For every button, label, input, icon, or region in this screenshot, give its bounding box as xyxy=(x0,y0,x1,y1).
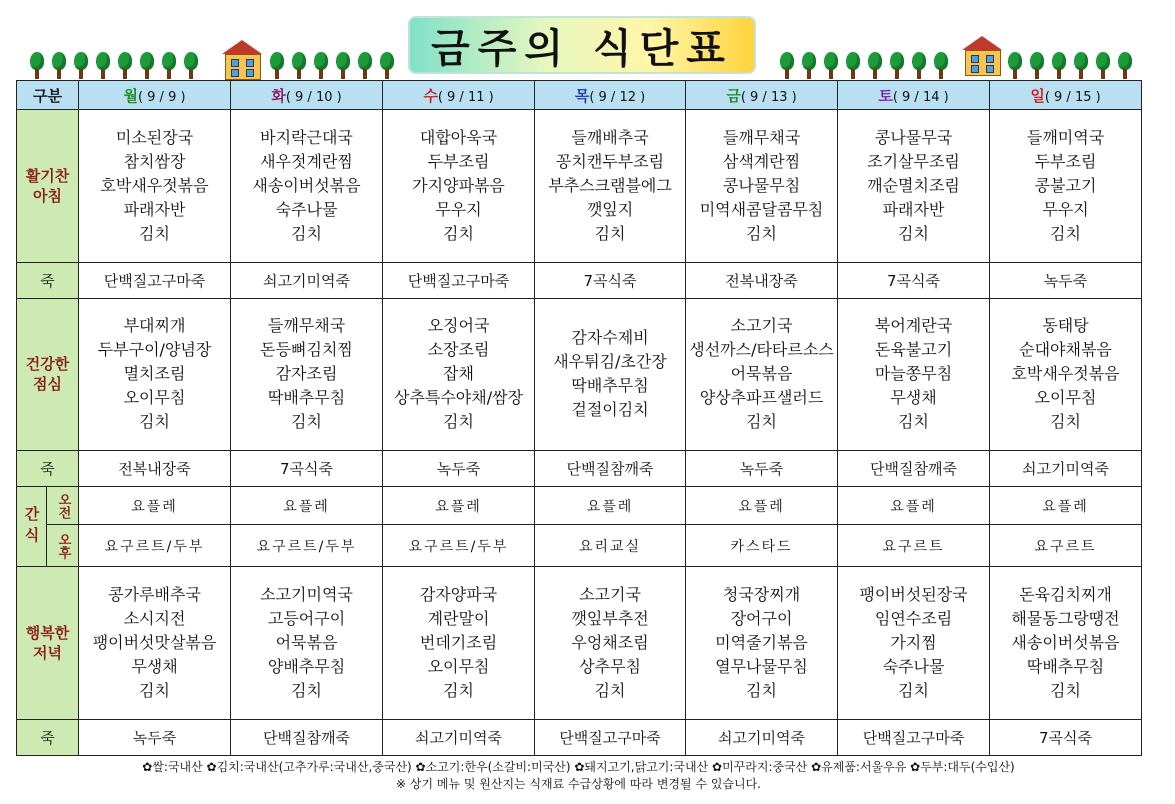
menu-item: 새우튀김/초간장 xyxy=(553,352,667,372)
lunch-menu-cell xyxy=(231,298,383,450)
breakfast-label xyxy=(17,110,79,262)
menu-item: 김치 xyxy=(443,412,474,432)
tree-icon xyxy=(1052,52,1066,80)
snack-pm-row xyxy=(17,525,1142,567)
snack-am-item: 요플레 xyxy=(686,487,838,525)
menu-item: 멸치조림 xyxy=(123,364,186,384)
menu-item: 두부조림 xyxy=(1034,151,1097,171)
tree-icon xyxy=(336,52,350,80)
lunch-porridge-label: 죽 xyxy=(17,451,79,487)
menu-item: 돈육김치찌개 xyxy=(1019,585,1112,605)
menu-item: 꽁치캔두부조림 xyxy=(555,151,665,171)
menu-item: 우엉채조림 xyxy=(571,633,649,653)
menu-item: 부추스크램블에그 xyxy=(548,175,672,195)
tree-icon xyxy=(96,52,110,80)
house-icon xyxy=(962,36,1002,76)
porridge-item: 녹두죽 xyxy=(990,262,1142,298)
menu-item: 소고기국 xyxy=(579,585,641,605)
menu-item: 해물동그랑땡전 xyxy=(1011,609,1120,629)
tree-icon xyxy=(846,52,860,80)
menu-item: 팽이버섯된장국 xyxy=(859,585,968,605)
menu-item: 생선까스/타타르소스 xyxy=(689,340,834,360)
dinner-label-line2: 저녁 xyxy=(33,644,62,663)
tree-icon xyxy=(314,52,328,80)
menu-item: 부대찌개 xyxy=(123,316,186,336)
tree-icon xyxy=(802,52,816,80)
menu-item: 장어구이 xyxy=(730,609,793,629)
menu-item: 숙주나물 xyxy=(275,199,338,219)
menu-item: 김치 xyxy=(443,223,474,243)
menu-item: 김치 xyxy=(746,681,777,701)
menu-item: 들깨무채국 xyxy=(267,316,346,336)
porridge-item: 녹두죽 xyxy=(383,451,535,487)
tree-icon xyxy=(162,52,176,80)
tree-icon xyxy=(270,52,284,80)
menu-item: 김치 xyxy=(139,412,170,432)
day-header xyxy=(231,81,383,110)
snack-am-label: 오전 xyxy=(47,487,79,525)
dinner-menu-cell xyxy=(990,567,1142,719)
menu-item: 열무나물무침 xyxy=(715,657,808,677)
snack-pm-item: 카스타드 xyxy=(686,525,838,567)
menu-item: 들깨무채국 xyxy=(722,127,801,147)
menu-item: 계란말이 xyxy=(427,609,490,629)
menu-item: 임연수조림 xyxy=(874,609,953,629)
dinner-label-line1: 행복한 xyxy=(25,624,70,643)
snack-am-item: 요플레 xyxy=(838,487,990,525)
lunch-porridge-row xyxy=(17,451,1142,487)
menu-item: 동태탕 xyxy=(1042,316,1089,336)
tree-icon xyxy=(30,52,44,80)
menu-item: 딱배추무침 xyxy=(1026,657,1105,677)
lunch-label-line1: 건강한 xyxy=(25,355,70,374)
menu-item: 오이무침 xyxy=(1034,388,1097,408)
day-name: 화 xyxy=(271,86,286,105)
menu-item: 어묵볶음 xyxy=(275,633,338,653)
menu-item: 참치쌈장 xyxy=(123,151,186,171)
day-date: ( 9 / 14 ) xyxy=(892,89,949,105)
menu-item: 새송이버섯볶음 xyxy=(1011,633,1120,653)
menu-item: 김치 xyxy=(594,681,626,701)
lunch-menu-cell xyxy=(990,298,1142,450)
menu-item: 콩가루배추국 xyxy=(108,585,201,605)
menu-item: 겉절이김치 xyxy=(571,400,649,420)
porridge-item: 단백질참깨죽 xyxy=(535,451,686,487)
menu-item: 청국장찌개 xyxy=(722,585,801,605)
menu-item: 바지락근대국 xyxy=(260,127,353,147)
menu-item: 감자조림 xyxy=(275,364,338,384)
porridge-item: 쇠고기미역죽 xyxy=(383,719,535,755)
menu-item: 어묵볶음 xyxy=(730,364,793,384)
snack-am-row xyxy=(17,487,1142,525)
menu-item: 두부구이/양념장 xyxy=(97,340,212,360)
porridge-item: 쇠고기미역죽 xyxy=(686,719,838,755)
dinner-menu-cell xyxy=(231,567,383,719)
tree-icon xyxy=(824,52,838,80)
menu-item: 김치 xyxy=(1050,223,1081,243)
porridge-item: 녹두죽 xyxy=(686,451,838,487)
porridge-item: 7곡식죽 xyxy=(231,451,383,487)
menu-item: 깨순멸치조림 xyxy=(867,175,960,195)
menu-item: 무우지 xyxy=(1042,199,1089,219)
menu-item: 삼색계란찜 xyxy=(722,151,801,171)
day-header xyxy=(535,81,686,110)
day-date: ( 9 / 9 ) xyxy=(137,89,186,105)
menu-item: 들깨미역국 xyxy=(1026,127,1105,147)
header-row xyxy=(17,81,1142,110)
menu-item: 대합아욱국 xyxy=(419,127,498,147)
day-date: ( 9 / 13 ) xyxy=(740,89,797,105)
menu-item: 양배추무침 xyxy=(267,657,346,677)
menu-item: 김치 xyxy=(898,412,929,432)
porridge-item: 7곡식죽 xyxy=(838,262,990,298)
menu-item: 북어계란국 xyxy=(874,316,953,336)
menu-item: 김치 xyxy=(1050,681,1081,701)
menu-item: 상추특수야채/쌈장 xyxy=(393,388,524,408)
dinner-menu-cell xyxy=(686,567,838,719)
day-name: 금 xyxy=(726,86,741,105)
dinner-label xyxy=(17,567,79,719)
menu-item: 김치 xyxy=(139,681,170,701)
menu-item: 깻잎부추전 xyxy=(571,609,649,629)
porridge-item: 단백질참깨죽 xyxy=(231,719,383,755)
day-name: 목 xyxy=(574,86,590,105)
lunch-menu-cell xyxy=(79,298,231,450)
menu-item: 돈등뼈김치찜 xyxy=(260,340,353,360)
snack-pm-item: 요구르트/두부 xyxy=(79,525,231,567)
breakfast-label-line2: 아침 xyxy=(33,186,62,205)
snack-pm-item: 요구르트/두부 xyxy=(383,525,535,567)
breakfast-menu-cell xyxy=(686,110,838,262)
snack-am-item: 요플레 xyxy=(79,487,231,525)
snack-am-item: 요플레 xyxy=(231,487,383,525)
dinner-porridge-label: 죽 xyxy=(17,719,79,755)
menu-item: 팽이버섯맛살볶음 xyxy=(92,633,217,653)
menu-table xyxy=(16,80,1142,756)
origin-note: ✿쌀:국내산 ✿김치:국내산(고추가루:국내산,중국산) ✿소고기:한우(소갈비:미국산) ✿돼지고기,닭고기:국내산 ✿미꾸라지:중국산 ✿유제품:서울우유 ✿두부:대두(수입산) xyxy=(142,760,1015,774)
menu-item: 가지양파볶음 xyxy=(412,175,505,195)
menu-item: 새송이버섯볶음 xyxy=(252,175,361,195)
menu-item: 오징어국 xyxy=(427,316,490,336)
tree-icon xyxy=(74,52,88,80)
breakfast-porridge-row xyxy=(17,262,1142,298)
menu-item: 무생채 xyxy=(890,388,937,408)
tree-icon xyxy=(184,52,198,80)
day-header xyxy=(383,81,535,110)
menu-item: 새우젓계란찜 xyxy=(260,151,353,171)
menu-item: 김치 xyxy=(291,223,322,243)
menu-item: 오이무침 xyxy=(427,657,490,677)
dinner-menu-cell xyxy=(535,567,686,719)
snack-am-item: 요플레 xyxy=(383,487,535,525)
dinner-menu-cell xyxy=(383,567,535,719)
breakfast-menu-cell xyxy=(383,110,535,262)
porridge-item: 전복내장죽 xyxy=(79,451,231,487)
menu-item: 파래자반 xyxy=(882,199,945,219)
menu-item: 소시지전 xyxy=(123,609,186,629)
lunch-label xyxy=(17,298,79,450)
lunch-label-line2: 점심 xyxy=(33,375,62,394)
tree-icon xyxy=(292,52,306,80)
menu-item: 마늘쫑무침 xyxy=(874,364,953,384)
porridge-item: 7곡식죽 xyxy=(990,719,1142,755)
day-name: 토 xyxy=(878,86,893,105)
porridge-item: 단백질고구마죽 xyxy=(79,262,231,298)
menu-item: 딱배추무침 xyxy=(267,388,346,408)
day-name: 일 xyxy=(1030,86,1045,105)
menu-item: 김치 xyxy=(594,223,626,243)
menu-item: 무우지 xyxy=(435,199,482,219)
menu-item: 미소된장국 xyxy=(115,127,194,147)
tree-icon xyxy=(118,52,132,80)
change-notice: ※ 상기 메뉴 및 원산지는 식재료 수급상황에 따라 변경될 수 있습니다. xyxy=(396,777,761,791)
menu-item: 오이무침 xyxy=(123,388,186,408)
lunch-menu-cell xyxy=(838,298,990,450)
menu-item: 미역새콤달콤무침 xyxy=(699,199,824,219)
menu-item: 무생채 xyxy=(131,657,178,677)
porridge-item: 단백질참깨죽 xyxy=(838,451,990,487)
snack-pm-label: 오후 xyxy=(47,525,79,567)
porridge-item: 단백질고구마죽 xyxy=(838,719,990,755)
tree-icon xyxy=(1096,52,1110,80)
tree-icon xyxy=(868,52,882,80)
menu-item: 돈육불고기 xyxy=(874,340,953,360)
menu-item: 김치 xyxy=(139,223,170,243)
breakfast-menu-cell xyxy=(535,110,686,262)
corner-label: 구분 xyxy=(17,81,79,110)
snack-am-item: 요플레 xyxy=(990,487,1142,525)
menu-item: 소고기미역국 xyxy=(260,585,353,605)
dinner-menu-cell xyxy=(79,567,231,719)
breakfast-menu-cell xyxy=(231,110,383,262)
tree-icon xyxy=(934,52,948,80)
lunch-menu-cell xyxy=(535,298,686,450)
menu-item: 감자양파국 xyxy=(419,585,498,605)
menu-item: 김치 xyxy=(291,412,322,432)
tree-icon xyxy=(780,52,794,80)
snack-label: 간식 xyxy=(17,487,47,567)
menu-item: 조기살무조림 xyxy=(867,151,960,171)
porridge-item: 쇠고기미역죽 xyxy=(231,262,383,298)
dinner-porridge-row xyxy=(17,719,1142,755)
menu-item: 들깨배추국 xyxy=(571,127,649,147)
tree-icon xyxy=(358,52,372,80)
breakfast-label-line1: 활기찬 xyxy=(25,166,70,185)
porridge-item: 7곡식죽 xyxy=(535,262,686,298)
menu-item: 김치 xyxy=(898,681,929,701)
snack-pm-item: 요리교실 xyxy=(535,525,686,567)
day-header xyxy=(79,81,231,110)
menu-item: 고등어구이 xyxy=(267,609,346,629)
menu-item: 김치 xyxy=(443,681,474,701)
dinner-menu-cell xyxy=(838,567,990,719)
menu-item: 소장조림 xyxy=(427,340,490,360)
porridge-item: 단백질고구마죽 xyxy=(535,719,686,755)
menu-item: 미역줄기볶음 xyxy=(715,633,808,653)
menu-item: 순대야채볶음 xyxy=(1019,340,1112,360)
porridge-item: 전복내장죽 xyxy=(686,262,838,298)
day-name: 수 xyxy=(423,86,438,105)
day-date: ( 9 / 15 ) xyxy=(1044,89,1101,105)
menu-item: 상추무침 xyxy=(579,657,641,677)
menu-item: 김치 xyxy=(898,223,929,243)
tree-icon xyxy=(52,52,66,80)
menu-item: 파래자반 xyxy=(123,199,186,219)
porridge-item: 단백질고구마죽 xyxy=(383,262,535,298)
porridge-item: 녹두죽 xyxy=(79,719,231,755)
menu-item: 딱배추무침 xyxy=(571,376,649,396)
house-icon xyxy=(222,40,262,80)
breakfast-row xyxy=(17,110,1142,262)
menu-item: 두부조림 xyxy=(427,151,490,171)
menu-item: 김치 xyxy=(1050,412,1081,432)
breakfast-menu-cell xyxy=(990,110,1142,262)
menu-item: 가지찜 xyxy=(890,633,937,653)
tree-icon xyxy=(1008,52,1022,80)
menu-item: 김치 xyxy=(746,223,777,243)
tree-icon xyxy=(1030,52,1044,80)
day-name: 월 xyxy=(123,86,138,105)
snack-pm-item: 요구르트 xyxy=(990,525,1142,567)
day-header xyxy=(990,81,1142,110)
day-date: ( 9 / 10 ) xyxy=(285,89,342,105)
lunch-menu-cell xyxy=(686,298,838,450)
tree-icon xyxy=(1074,52,1088,80)
day-date: ( 9 / 11 ) xyxy=(437,89,494,105)
lunch-menu-cell xyxy=(383,298,535,450)
dinner-row xyxy=(17,567,1142,719)
breakfast-menu-cell xyxy=(79,110,231,262)
lunch-row xyxy=(17,298,1142,450)
title-banner xyxy=(408,16,756,74)
snack-pm-item: 요구르트/두부 xyxy=(231,525,383,567)
menu-item: 소고기국 xyxy=(730,316,793,336)
menu-item: 번데기조림 xyxy=(419,633,498,653)
menu-item: 콩나물무국 xyxy=(874,127,953,147)
menu-item: 호박새우젓볶음 xyxy=(100,175,209,195)
day-header xyxy=(838,81,990,110)
menu-item: 김치 xyxy=(746,412,777,432)
menu-item: 양상추파프샐러드 xyxy=(699,388,824,408)
day-header xyxy=(686,81,838,110)
snack-pm-item: 요구르트 xyxy=(838,525,990,567)
tree-icon xyxy=(890,52,904,80)
menu-item: 감자수제비 xyxy=(571,328,649,348)
page-title: 금주의 식단표 xyxy=(431,25,733,72)
tree-icon xyxy=(140,52,154,80)
menu-item: 숙주나물 xyxy=(882,657,945,677)
menu-item: 호박새우젓볶음 xyxy=(1011,364,1120,384)
tree-icon xyxy=(380,52,394,80)
menu-item: 김치 xyxy=(291,681,322,701)
menu-item: 콩불고기 xyxy=(1034,175,1097,195)
tree-icon xyxy=(912,52,926,80)
breakfast-menu-cell xyxy=(838,110,990,262)
menu-item: 깻잎지 xyxy=(586,199,634,219)
breakfast-porridge-label: 죽 xyxy=(17,262,79,298)
porridge-item: 쇠고기미역죽 xyxy=(990,451,1142,487)
tree-icon xyxy=(1118,52,1132,80)
day-date: ( 9 / 12 ) xyxy=(589,89,646,105)
menu-item: 잡채 xyxy=(443,364,474,384)
menu-item: 콩나물무침 xyxy=(722,175,801,195)
snack-am-item: 요플레 xyxy=(535,487,686,525)
